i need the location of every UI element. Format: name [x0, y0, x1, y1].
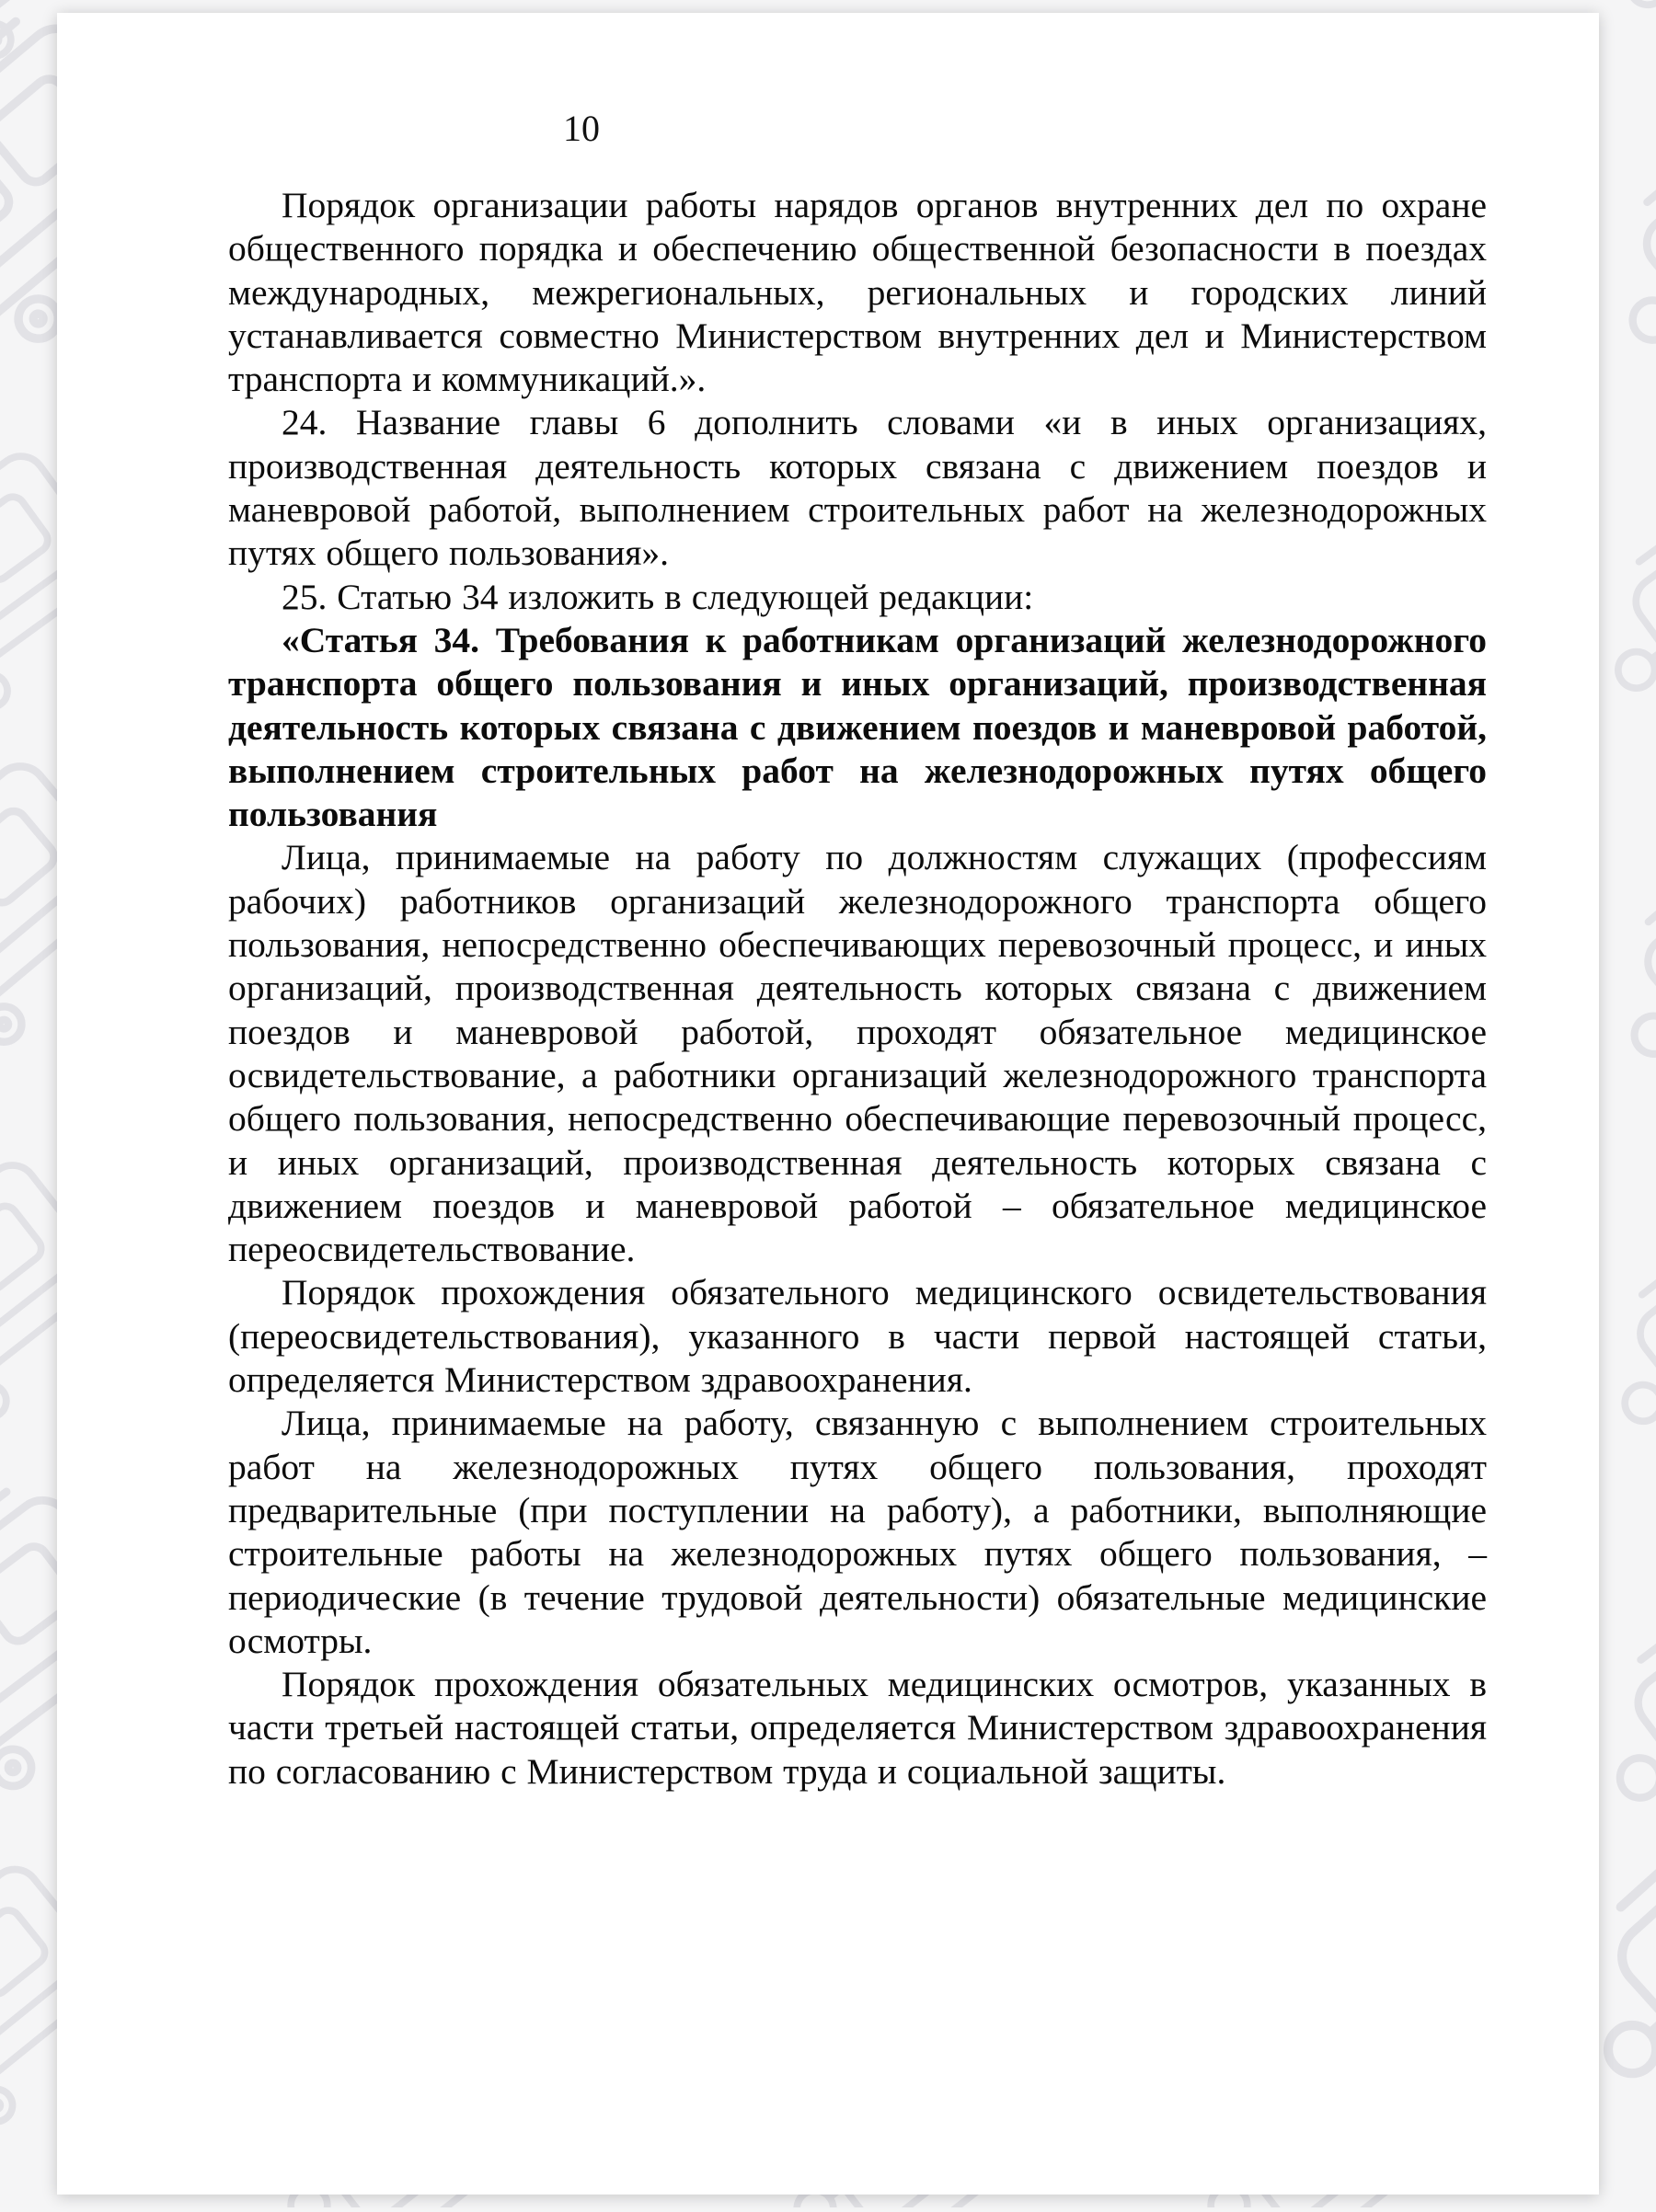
document-body — [228, 184, 1487, 1794]
document-page — [57, 13, 1599, 2195]
page-number: 10 — [563, 108, 600, 149]
paragraph-item-25: 25. Статью 34 изложить в следующей редакции: — [282, 576, 1034, 617]
paragraph-medical-examination: Лица, принимаемые на работу по должностям служащих (профессиям рабочих) работников организаций железнодорожного транспорта общего пользования, непосредственно обеспечивающих перевозочный процесс, и иных организаций, производственная деятельность которых связана с движением поездов и маневровой работой, проходят обязательное медицинское освидетельствование, а работники организаций железнодорожного транспорта общего пользования, непосредственно обеспечивающие перевозочный процесс, и иных организаций, производственная деятельность которых связана с движением поездов и маневровой работой – обязательное медицинское переосвидетельствование. — [228, 837, 1487, 1270]
article-34-heading: «Статья 34. Требования к работникам организаций железнодорожного транспорта общего пользования и иных организаций, производственная деятельность которых связана с движением поездов и маневровой работой, выполнением строительных работ на железнодорожных путях общего пользования — [228, 619, 1487, 835]
paragraph-ministry-order: Порядок организации работы нарядов органов внутренних дел по охране общественного порядка и обеспечению общественной безопасности в поездах международных, межрегиональных, региональных и городских линий устанавливается совместно Министерством внутренних дел и Министерством транспорта и коммуникаций.». — [228, 185, 1487, 400]
paragraph-item-24: 24. Название главы 6 дополнить словами «и в иных организациях, производственная деятельность которых связана с движением поездов и маневровой работой, выполнением строительных работ на железнодорожных путях общего пользования». — [228, 402, 1487, 574]
paragraph-construction-workers: Лица, принимаемые на работу, связанную с выполнением строительных работ на железнодорожных путях общего пользования, проходят предварительные (при поступлении на работу), а работники, выполняющие строительные работы на железнодорожных путях общего пользования, – периодические (в течение трудовой деятельности) обязательные медицинские осмотры. — [228, 1403, 1487, 1661]
paragraph-examination-procedure: Порядок прохождения обязательного медицинского освидетельствования (переосвидетельствования), указанного в части первой настоящей статьи, определяется Министерством здравоохранения. — [228, 1272, 1487, 1401]
paragraph-inspection-procedure: Порядок прохождения обязательных медицинских осмотров, указанных в части третьей настоящей статьи, определяется Министерством здравоохранения по согласованию с Министерством труда и социальной защиты. — [228, 1664, 1487, 1792]
